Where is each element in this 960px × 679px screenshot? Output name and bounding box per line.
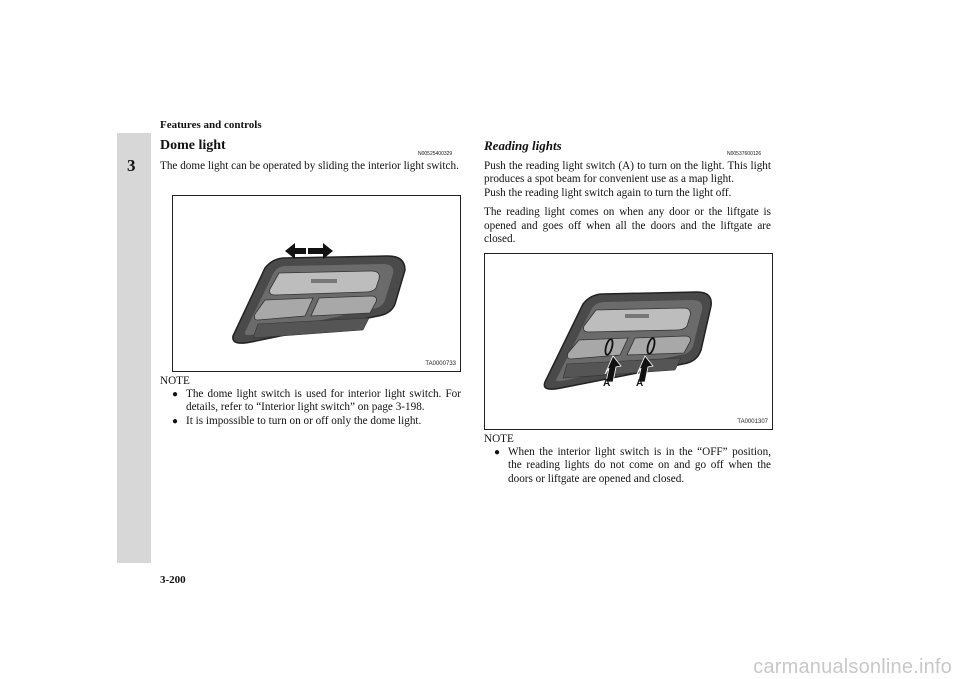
- note-item: ● It is impossible to turn on or off only the dome light.: [172, 414, 422, 427]
- reading-lights-para-3: The reading light comes on when any door or the liftgate is opened and goes off when all the doors and the liftgate are closed.: [484, 206, 771, 246]
- switch-label-a-right: A: [636, 378, 644, 389]
- bullet-icon: ●: [172, 415, 179, 427]
- reading-lights-para-2: Push the reading light switch again to turn the light off.: [484, 186, 732, 199]
- reading-lights-illustration: [485, 254, 772, 429]
- reading-lights-note-label: NOTE: [484, 433, 514, 445]
- section-header: Features and controls: [160, 119, 262, 131]
- switch-label-a-left: A: [603, 378, 611, 389]
- bullet-icon: ●: [172, 389, 179, 400]
- note-item: ● The dome light switch is used for interior light switch. For details, refer to “Interior light switch” on page 3-198.: [172, 388, 461, 414]
- chapter-number: 3: [127, 156, 136, 175]
- dome-light-note-label: NOTE: [160, 375, 190, 387]
- watermark: carmanualsonline.info: [753, 656, 952, 678]
- reading-lights-notes: [494, 446, 771, 486]
- dome-light-figure-code: TA0000733: [425, 361, 456, 367]
- page-number: 3-200: [160, 574, 186, 586]
- dome-light-body: The dome light can be operated by sliding the interior light switch.: [160, 160, 459, 172]
- reading-lights-figure: [484, 253, 773, 430]
- reading-lights-figure-code: TA0001307: [737, 419, 768, 425]
- dome-light-illustration: [173, 196, 460, 371]
- reading-lights-body: [484, 160, 771, 246]
- dome-light-code: N00525400329: [418, 151, 453, 157]
- dome-light-title: Dome light: [160, 138, 226, 153]
- dome-light-notes: [172, 388, 461, 428]
- chapter-tab: [117, 133, 151, 563]
- note-item: ● When the interior light switch is in the “OFF” position, the reading lights do not come on and go off when the doors or liftgate are opened and closed.: [494, 446, 771, 485]
- reading-lights-code: N00537600126: [727, 151, 762, 157]
- reading-lights-para-1: Push the reading light switch (A) to turn on the light. This light produces a spot beam for convenient use as a map light.: [484, 160, 771, 186]
- reading-lights-title: Reading lights: [484, 138, 562, 153]
- dome-light-figure: [172, 195, 461, 372]
- bullet-icon: ●: [494, 447, 501, 458]
